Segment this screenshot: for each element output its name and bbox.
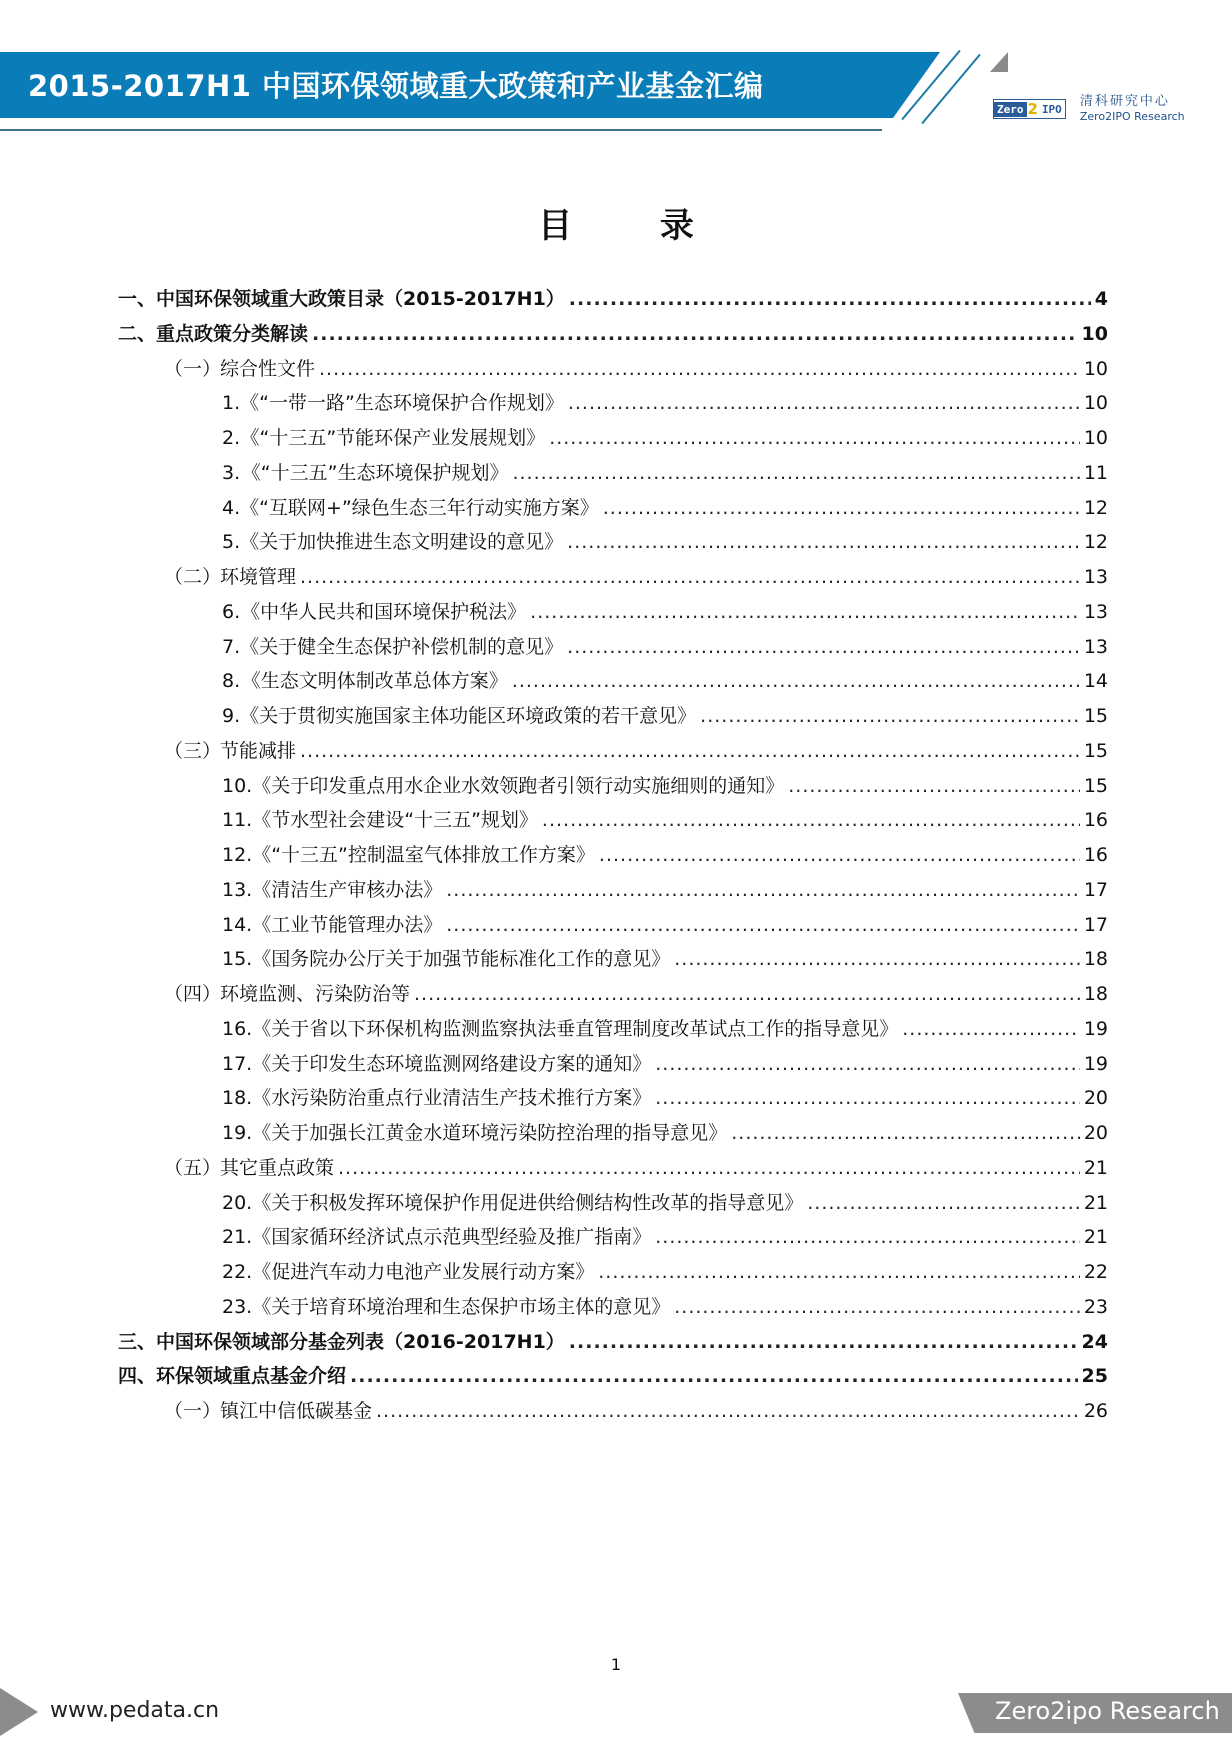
toc-entry[interactable] bbox=[222, 493, 1108, 523]
toc-entry-number: 17. bbox=[222, 1052, 253, 1075]
toc-entry-page[interactable]: 13 bbox=[1083, 566, 1108, 588]
toc-entry[interactable] bbox=[222, 1292, 1108, 1322]
toc-entry-number: 11. bbox=[222, 809, 253, 832]
dot-leader bbox=[542, 809, 1080, 831]
toc-entry[interactable] bbox=[222, 1188, 1108, 1218]
toc-entry-page[interactable]: 14 bbox=[1083, 670, 1108, 693]
toc-entry-page[interactable]: 19 bbox=[1083, 1052, 1108, 1075]
toc-entry-page[interactable]: 20 bbox=[1083, 1122, 1108, 1144]
toc-entry[interactable] bbox=[118, 1361, 1108, 1391]
footer-brand-text: Zero2ipo Research bbox=[995, 1697, 1220, 1725]
dot-leader bbox=[655, 1226, 1080, 1248]
toc-entry-page[interactable]: 17 bbox=[1083, 913, 1108, 936]
triangle-icon bbox=[990, 52, 1008, 72]
toc-entry[interactable] bbox=[222, 701, 1108, 731]
toc-entry-number: 2. bbox=[222, 427, 241, 449]
page-header bbox=[0, 0, 1232, 140]
toc-entry[interactable] bbox=[222, 527, 1108, 557]
toc-entry-label[interactable]: 《关于省以下环保机构监测监察执法垂直管理制度改革试点工作的指导意见》 bbox=[252, 1017, 899, 1040]
toc-entry-number: （一） bbox=[164, 1400, 222, 1422]
toc-entry-number: 20. bbox=[222, 1191, 253, 1214]
logo-mark-ipo: IPO bbox=[1041, 102, 1062, 116]
logo-name-en: Zero2IPO Research bbox=[1079, 110, 1185, 123]
toc-entry-label[interactable]: 《生态文明体制改革总体方案》 bbox=[241, 670, 508, 693]
dot-leader bbox=[350, 1365, 1078, 1387]
dot-leader bbox=[603, 497, 1080, 519]
toc-entry-number: 14. bbox=[222, 913, 253, 936]
toc-entry[interactable] bbox=[222, 458, 1108, 488]
toc-entry[interactable] bbox=[222, 388, 1108, 418]
dot-leader bbox=[414, 983, 1080, 1005]
toc-entry-label[interactable]: 《关于加快推进生态文明建设的意见》 bbox=[240, 531, 564, 554]
toc-entry-page[interactable]: 16 bbox=[1083, 844, 1108, 866]
toc-entry-number: 四、 bbox=[118, 1365, 157, 1388]
toc-entry-number: 12. bbox=[222, 844, 253, 866]
toc-entry-number: 16. bbox=[222, 1017, 253, 1040]
dot-leader bbox=[530, 601, 1080, 623]
toc-entry-number: 7. bbox=[222, 635, 241, 658]
toc-entry-page[interactable]: 10 bbox=[1083, 357, 1108, 380]
toc-entry[interactable] bbox=[222, 944, 1108, 974]
dot-leader bbox=[549, 427, 1080, 449]
toc-entry[interactable] bbox=[222, 1257, 1108, 1287]
logo-name-cn: 清科研究中心 bbox=[1079, 94, 1170, 109]
toc-entry-label[interactable]: 综合性文件 bbox=[220, 357, 316, 380]
toc-entry-number: （四） bbox=[164, 983, 222, 1005]
dot-leader bbox=[598, 1261, 1080, 1283]
logo-mark-two: 2 bbox=[1027, 100, 1038, 118]
toc-entry-page[interactable]: 10 bbox=[1083, 427, 1108, 449]
toc-entry-number: 三、 bbox=[118, 1330, 157, 1353]
toc-entry-number: 15. bbox=[222, 948, 253, 971]
toc-entry-label[interactable]: 《节水型社会建设“十三五”规划》 bbox=[252, 809, 538, 832]
toc-entry[interactable] bbox=[222, 771, 1108, 801]
toc-entry-number: 23. bbox=[222, 1295, 253, 1318]
toc-entry-label[interactable]: 《关于印发生态环境监测网络建设方案的通知》 bbox=[252, 1052, 652, 1075]
toc-entry[interactable] bbox=[164, 354, 1108, 384]
toc-entry-page[interactable]: 13 bbox=[1083, 635, 1108, 658]
logo-mark-zero: Zero bbox=[994, 102, 1027, 117]
dot-leader bbox=[700, 705, 1080, 727]
toc-entry-number: 22. bbox=[222, 1261, 253, 1283]
toc-entry-label[interactable]: 《“互联网+”绿色生态三年行动实施方案》 bbox=[240, 496, 599, 519]
toc-entry[interactable] bbox=[118, 319, 1108, 349]
toc-entry-label[interactable]: 《“十三五”控制温室气体排放工作方案》 bbox=[252, 844, 595, 866]
dot-leader bbox=[319, 358, 1080, 380]
dot-leader bbox=[788, 775, 1080, 797]
toc-entry-page[interactable]: 12 bbox=[1083, 496, 1108, 519]
dot-leader bbox=[655, 1087, 1080, 1109]
toc-entry-number: （一） bbox=[164, 357, 222, 380]
toc-entry-page[interactable]: 15 bbox=[1083, 705, 1108, 727]
toc-entry-label[interactable]: 《关于加强长江黄金水道环境污染防控治理的指导意见》 bbox=[252, 1122, 728, 1144]
toc-entry[interactable] bbox=[164, 1396, 1108, 1426]
toc-entry-label[interactable]: 《水污染防治重点行业清洁生产技术推行方案》 bbox=[252, 1087, 652, 1110]
dot-leader bbox=[674, 1296, 1080, 1318]
toc-entry[interactable] bbox=[222, 423, 1108, 453]
toc-entry-page[interactable]: 21 bbox=[1083, 1156, 1108, 1179]
dot-leader bbox=[567, 531, 1080, 553]
toc-entry-number: 3. bbox=[222, 461, 241, 484]
toc-entry[interactable] bbox=[222, 1083, 1108, 1113]
toc-entry[interactable] bbox=[222, 597, 1108, 627]
dot-leader bbox=[731, 1122, 1080, 1144]
arrow-right-icon bbox=[0, 1688, 38, 1736]
toc-entry-number: 1. bbox=[222, 392, 241, 415]
dot-leader bbox=[569, 288, 1091, 310]
dot-leader bbox=[376, 1400, 1080, 1422]
toc-entry[interactable] bbox=[222, 1049, 1108, 1079]
toc-entry-number: 9. bbox=[222, 705, 241, 727]
toc-entry[interactable] bbox=[118, 1327, 1108, 1357]
toc-entry[interactable] bbox=[222, 666, 1108, 696]
toc-entry-number: （二） bbox=[164, 566, 222, 588]
toc-entry-page[interactable]: 23 bbox=[1083, 1295, 1108, 1318]
dot-leader bbox=[569, 1331, 1078, 1353]
dot-leader bbox=[599, 844, 1080, 866]
toc-entry-label[interactable]: 中国环保领域部分基金列表（2016-2017H1） bbox=[156, 1330, 565, 1353]
dot-leader bbox=[446, 914, 1080, 936]
toc-entry-label[interactable]: 《国务院办公厅关于加强节能标准化工作的意见》 bbox=[252, 948, 671, 971]
dot-leader bbox=[512, 670, 1080, 692]
toc-entry-page[interactable]: 10 bbox=[1081, 322, 1108, 345]
toc-entry-page[interactable]: 16 bbox=[1083, 809, 1108, 832]
document-title: 2015-2017H1 中国环保领域重大政策和产业基金汇编 bbox=[28, 69, 764, 103]
toc-entry-number: 二、 bbox=[118, 322, 157, 345]
toc-entry-number: 10. bbox=[222, 774, 253, 797]
toc-entry-label[interactable]: 《关于培育环境治理和生态保护市场主体的意见》 bbox=[252, 1295, 671, 1318]
toc-entry-number: 4. bbox=[222, 496, 241, 519]
toc-entry-label[interactable]: 环境监测、污染防治等 bbox=[220, 983, 411, 1005]
toc-entry[interactable] bbox=[222, 805, 1108, 835]
toc-entry-label[interactable]: 《工业节能管理办法》 bbox=[252, 913, 443, 936]
dot-leader bbox=[674, 948, 1080, 970]
toc-entry-page[interactable]: 17 bbox=[1083, 878, 1108, 901]
toc-entry-label[interactable]: 镇江中信低碳基金 bbox=[220, 1400, 373, 1422]
toc-entry-page[interactable]: 15 bbox=[1083, 774, 1108, 797]
toc-entry-number: 13. bbox=[222, 878, 253, 901]
toc-entry[interactable] bbox=[222, 1014, 1108, 1044]
toc-entry-label[interactable]: 《中华人民共和国环境保护税法》 bbox=[241, 600, 527, 623]
dot-leader bbox=[567, 636, 1080, 658]
toc-entry-number: 21. bbox=[222, 1226, 253, 1249]
toc-entry-label[interactable]: 环境管理 bbox=[220, 566, 297, 588]
toc-entry-page[interactable]: 25 bbox=[1081, 1365, 1108, 1388]
toc-entry-label[interactable]: 节能减排 bbox=[220, 739, 297, 762]
toc-entry[interactable] bbox=[222, 840, 1108, 870]
toc-entry-label[interactable]: 重点政策分类解读 bbox=[156, 322, 309, 345]
toc-entry-label[interactable]: 《国家循环经济试点示范典型经验及推广指南》 bbox=[252, 1226, 652, 1249]
dot-leader bbox=[512, 462, 1079, 484]
dot-leader bbox=[902, 1018, 1080, 1040]
toc-entry-page[interactable]: 21 bbox=[1083, 1226, 1108, 1249]
toc-entry[interactable] bbox=[164, 979, 1108, 1009]
toc-entry-label[interactable]: 《“十三五”节能环保产业发展规划》 bbox=[240, 427, 546, 449]
zero2ipo-logo bbox=[993, 94, 1185, 124]
toc-entry-label[interactable]: 《“十三五”生态环境保护规划》 bbox=[241, 461, 509, 484]
toc-entry-number: 一、 bbox=[118, 288, 157, 310]
toc-entry-page[interactable]: 10 bbox=[1083, 392, 1108, 415]
toc-entry-label[interactable]: 《关于贯彻实施国家主体功能区环境政策的若干意见》 bbox=[240, 705, 697, 727]
logo-text bbox=[1080, 94, 1185, 124]
toc-entry-page[interactable]: 4 bbox=[1094, 288, 1108, 310]
toc-entry-page[interactable]: 26 bbox=[1083, 1400, 1108, 1422]
page-number: 1 bbox=[610, 1655, 622, 1674]
toc-entry-page[interactable]: 13 bbox=[1083, 600, 1108, 623]
header-divider bbox=[0, 129, 882, 131]
dot-leader bbox=[312, 323, 1078, 345]
toc-entry-page[interactable]: 21 bbox=[1083, 1191, 1108, 1214]
toc-entry-label[interactable]: 《关于健全生态保护补偿机制的意见》 bbox=[240, 635, 564, 658]
footer-url-link[interactable]: www.pedata.cn bbox=[50, 1698, 220, 1723]
toc-entry-page[interactable]: 19 bbox=[1083, 1017, 1108, 1040]
toc-entry-number: 6. bbox=[222, 600, 241, 623]
toc-entry-number: 5. bbox=[222, 531, 241, 554]
toc-entry-page[interactable]: 18 bbox=[1083, 948, 1108, 971]
toc-entry-number: （三） bbox=[164, 739, 222, 762]
toc-entry-page[interactable]: 15 bbox=[1083, 739, 1108, 762]
dot-leader bbox=[568, 392, 1080, 414]
toc-entry-page[interactable]: 20 bbox=[1083, 1087, 1108, 1110]
toc-entry-label[interactable]: 《“一带一路”生态环境保护合作规划》 bbox=[240, 392, 564, 415]
toc-entry-label[interactable]: 《关于印发重点用水企业水效领跑者引领行动实施细则的通知》 bbox=[252, 774, 785, 797]
toc-entry-label[interactable]: 《清洁生产审核办法》 bbox=[252, 878, 443, 901]
dot-leader bbox=[807, 1192, 1080, 1214]
toc-entry-number: 19. bbox=[222, 1122, 253, 1144]
toc-entry-number: 18. bbox=[222, 1087, 253, 1110]
toc-entry[interactable] bbox=[164, 562, 1108, 592]
toc-entry[interactable] bbox=[222, 1118, 1108, 1148]
toc-entry-number: （五） bbox=[164, 1156, 222, 1179]
toc-entry-page[interactable]: 12 bbox=[1083, 531, 1108, 554]
toc-entry-page[interactable]: 24 bbox=[1081, 1330, 1108, 1353]
toc-entry[interactable] bbox=[164, 1153, 1108, 1183]
toc-entry-number: 8. bbox=[222, 670, 241, 693]
logo-mark-icon bbox=[993, 99, 1066, 119]
toc-entry-label[interactable]: 环保领域重点基金介绍 bbox=[156, 1365, 347, 1388]
dot-leader bbox=[300, 566, 1080, 588]
toc-entry-label[interactable]: 《促进汽车动力电池产业发展行动方案》 bbox=[252, 1261, 595, 1283]
dot-leader bbox=[300, 740, 1080, 762]
toc-entry[interactable] bbox=[222, 632, 1108, 662]
toc-entry[interactable] bbox=[222, 910, 1108, 940]
dot-leader bbox=[446, 879, 1080, 901]
toc-entry-page[interactable]: 18 bbox=[1083, 983, 1108, 1005]
dot-leader bbox=[655, 1053, 1080, 1075]
toc-entry[interactable] bbox=[164, 736, 1108, 766]
dot-leader bbox=[338, 1157, 1080, 1179]
toc-entry-label[interactable]: 《关于积极发挥环境保护作用促进供给侧结构性改革的指导意见》 bbox=[252, 1191, 804, 1214]
toc-entry-label[interactable]: 中国环保领域重大政策目录（2015-2017H1） bbox=[156, 288, 565, 310]
toc-entry-page[interactable]: 11 bbox=[1083, 461, 1108, 484]
toc-entry[interactable] bbox=[118, 284, 1108, 314]
toc-entry-label[interactable]: 其它重点政策 bbox=[220, 1156, 335, 1179]
toc-entry[interactable] bbox=[222, 1222, 1108, 1252]
toc-entry[interactable] bbox=[222, 875, 1108, 905]
toc-entry-page[interactable]: 22 bbox=[1083, 1261, 1108, 1283]
toc-heading: 目 录 bbox=[538, 206, 732, 246]
